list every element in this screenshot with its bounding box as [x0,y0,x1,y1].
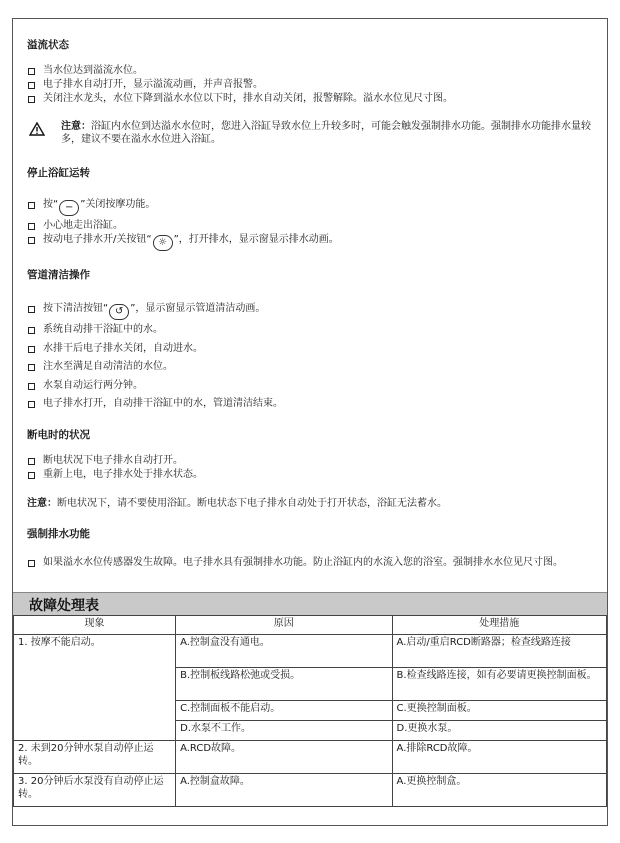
overflow-note [27,121,595,146]
overflow-list [27,65,595,107]
checkbox-bullet-icon [28,237,35,244]
list-item: 按“ − ”关闭按摩功能。 [27,199,595,216]
action-cell: A.启动/重启RCD断路器；检查线路连接 [392,635,606,668]
clean-heading: 管道清洁操作 [27,269,90,281]
list-item: 按动电子排水开/关按钮“ ☼ ”，打开排水，显示窗显示排水动画。 [27,234,595,251]
clean-button-icon: ↺ [109,304,129,320]
power-heading: 断电时的状况 [27,429,90,441]
list-item: 电子排水自动打开，显示溢流动画，并声音报警。 [27,79,595,92]
massage-off-button-icon: − [59,200,79,216]
checkbox-bullet-icon [28,560,35,567]
checkbox-bullet-icon [28,346,35,353]
troubleshoot-title-bar [13,592,607,616]
list-item: 水泵自动运行两分钟。 [27,380,595,393]
table-row [14,741,607,774]
checkbox-bullet-icon [28,82,35,89]
troubleshoot-title: 故障处理表 [29,598,99,614]
checkbox-bullet-icon [28,68,35,75]
checkbox-bullet-icon [28,202,35,209]
list-item: 电子排水打开，自动排干浴缸中的水，管道清洁结束。 [27,398,595,411]
checkbox-bullet-icon [28,458,35,465]
clean-list [27,303,595,412]
cause-cell: A.RCD故障。 [176,741,392,774]
forced-list [27,557,595,571]
cause-cell: B.控制板线路松弛或受损。 [176,668,392,701]
checkbox-bullet-icon [28,364,35,371]
table-header-row [14,616,607,635]
troubleshoot-table [13,615,607,807]
list-item: 系统自动排干浴缸中的水。 [27,324,595,337]
note-text: 浴缸内水位到达溢水水位时，您进入浴缸导致水位上升较多时，可能会触发强制排水功能。强制排水功能排水量较多，建议不要在溢水水位进入浴缸。 [61,121,591,145]
note-label: 注意： [61,121,91,132]
power-list [27,455,595,483]
cause-cell: D.水泵不工作。 [176,721,392,741]
header-symptom: 现象 [14,616,176,635]
symptom-cell: 2. 未到20分钟水泵自动停止运转。 [14,741,176,774]
list-item: 水排干后电子排水关闭，自动进水。 [27,343,595,356]
note-label: 注意： [27,498,57,509]
checkbox-bullet-icon [28,327,35,334]
list-item: 小心地走出浴缸。 [27,220,595,233]
page-frame [12,18,608,826]
symptom-cell: 1. 按摩不能启动。 [14,635,176,741]
action-cell: C.更换控制面板。 [392,701,606,721]
stop-list [27,199,595,253]
overflow-heading: 溢流状态 [27,39,69,51]
action-cell: D.更换水泵。 [392,721,606,741]
symptom-cell: 3. 20分钟后水泵没有自动停止运转。 [14,774,176,807]
checkbox-bullet-icon [28,96,35,103]
table-row [14,774,607,807]
checkbox-bullet-icon [28,383,35,390]
power-note [27,498,595,511]
list-item: 当水位达到溢流水位。 [27,65,595,78]
stop-heading: 停止浴缸运转 [27,167,90,179]
note-text: 断电状况下，请不要使用浴缸。断电状态下电子排水自动处于打开状态，浴缸无法蓄水。 [57,498,447,509]
checkbox-bullet-icon [28,472,35,479]
list-item: 关闭注水龙头，水位下降到溢水水位以下时，排水自动关闭，报警解除。溢水水位见尺寸图。 [27,93,595,106]
forced-heading: 强制排水功能 [27,528,90,540]
action-cell: A.排除RCD故障。 [392,741,606,774]
header-cause: 原因 [176,616,392,635]
cause-cell: A.控制盒没有通电。 [176,635,392,668]
warning-icon [29,122,45,136]
action-cell: B.检查线路连接，如有必要请更换控制面板。 [392,668,606,701]
action-cell: A.更换控制盒。 [392,774,606,807]
checkbox-bullet-icon [28,223,35,230]
header-action: 处理措施 [392,616,606,635]
list-item: 注水至满足自动清洁的水位。 [27,361,595,374]
checkbox-bullet-icon [28,401,35,408]
cause-cell: A.控制盒故障。 [176,774,392,807]
list-item: 按下清洁按钮“ ↺ ”，显示窗显示管道清洁动画。 [27,303,595,320]
table-row [14,635,607,668]
drain-button-icon: ☼ [153,235,173,251]
list-item: 断电状况下电子排水自动打开。 [27,455,595,468]
list-item: 如果溢水水位传感器发生故障。电子排水具有强制排水功能。防止浴缸内的水流入您的浴室。强制排水水位见尺寸图。 [27,557,595,570]
list-item: 重新上电，电子排水处于排水状态。 [27,469,595,482]
checkbox-bullet-icon [28,306,35,313]
cause-cell: C.控制面板不能启动。 [176,701,392,721]
